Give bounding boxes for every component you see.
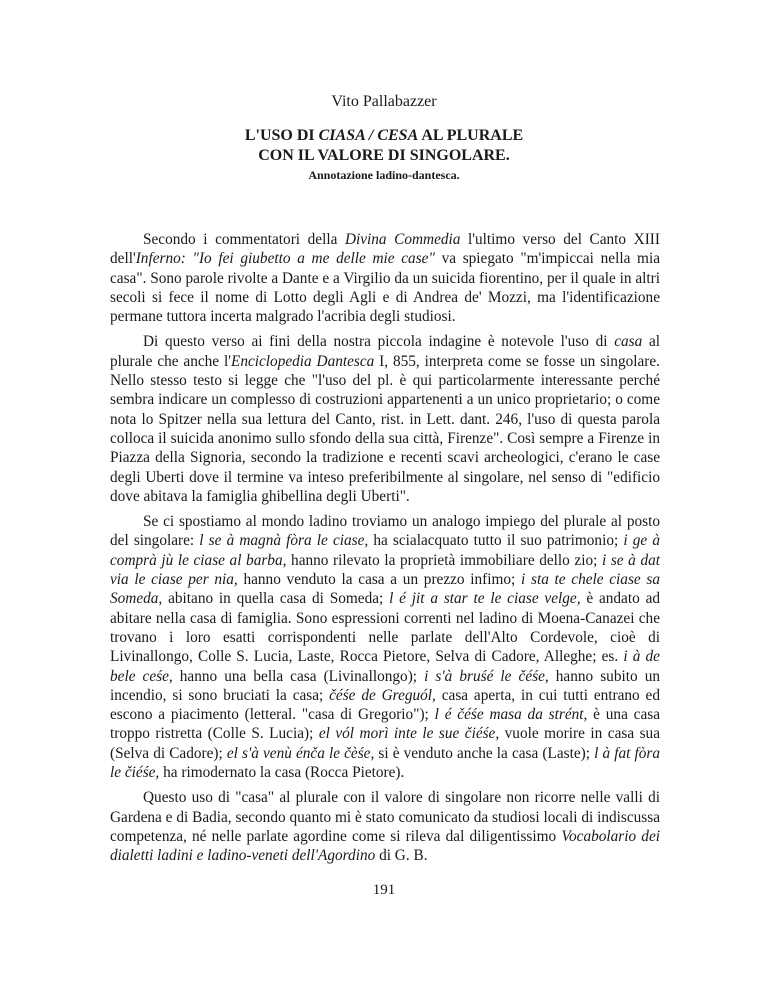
- text-run: ha scialacquato tutto il suo patrimonio;: [368, 532, 624, 550]
- paragraph-4: [110, 788, 660, 865]
- text-run: vuole morire in casa sua (Selva di Cadore);: [110, 725, 660, 762]
- italic-run: l à fat fòra le čiéśe,: [110, 744, 660, 782]
- text-run: è andato ad abitare nella casa di famiglia. Sono espressioni correnti nel ladino di Moena-Canazei che trovano i loro esatti corrispondenti nelle parlate dell'Alto Cordevole, cioè di Livinallongo, Colle S. Lucia, Laste, Rocca Pietore, Selva di Cadore, Alleghe; es.: [110, 590, 661, 666]
- text-run: si è venduto anche la casa (Laste);: [374, 744, 595, 762]
- text-run: Secondo i commentatori della: [143, 231, 345, 248]
- text-run: è una casa troppo ristretta (Colle S. Lucia);: [110, 706, 660, 743]
- title-italic: CIASA / CESA: [318, 127, 419, 144]
- text-run: abitano in quella casa di Someda;: [162, 590, 390, 608]
- text-run: l'ultimo verso del Canto XIII dell': [110, 231, 660, 268]
- italic-run: Vocabolario dei dialetti ladini e ladino-veneti dell'Agordino: [110, 827, 660, 865]
- paragraph-1: [110, 230, 660, 326]
- text-run: di G. B.: [375, 847, 428, 865]
- article-subtitle: Annotazione ladino-dantesca.: [308, 168, 460, 182]
- italic-run: i sta te chele ciase sa Someda,: [110, 571, 661, 608]
- italic-run: i ge à comprà jù le ciase al barba,: [110, 532, 660, 569]
- italic-run: l se à magnà fòra le ciase,: [199, 532, 369, 550]
- text-run: hanno subito un incendio, si sono bruciati la casa;: [110, 667, 660, 704]
- italic-run: čéśe de Greguól,: [329, 686, 436, 704]
- text-run: Se ci spostiamo al mondo ladino troviamo un analogo impiego del plurale al posto del singolare:: [110, 513, 660, 550]
- italic-run: el s'à venù énča le čèśe,: [226, 744, 375, 762]
- text-run: Di questo verso ai fini della nostra piccola indagine è notevole l'uso di: [143, 333, 615, 351]
- italic-run: casa: [614, 333, 643, 351]
- article-title: [0, 126, 768, 166]
- text-run: al plurale che anche l': [110, 333, 660, 370]
- title-line-1: [0, 126, 768, 146]
- italic-run: l é jit a star te le ciase velge,: [389, 590, 581, 608]
- italic-run: Inferno: "Io fei giubetto a me delle mie case": [135, 250, 435, 268]
- italic-run: i à de bele ceśe,: [110, 648, 660, 685]
- text-run: Questo uso di "casa" al plurale con il valore di singolare non ricorre nelle valli di Gardena e di Badia, secondo quanto mi è stato comunicato da studiosi locali di indiscussa competenza, né nelle parlate agordine come si rileva dal diligentissimo: [110, 789, 660, 845]
- text-run: hanno una bella casa (Livinallongo);: [172, 667, 425, 685]
- text-run: hanno rilevato la proprietà immobiliare dello zio;: [286, 551, 602, 569]
- paragraph-3: [110, 512, 660, 782]
- italic-run: i s'à bruśé le čéśe,: [424, 667, 549, 685]
- author-name: Vito Pallabazzer: [331, 93, 437, 110]
- title-suffix: AL PLURALE: [418, 127, 524, 144]
- text-run: hanno venduto la casa a un prezzo infimo;: [237, 571, 522, 589]
- italic-run: el vól morì inte le sue čiéśe,: [318, 725, 500, 743]
- italic-run: Divina Commedia: [344, 231, 461, 248]
- text-run: I, 855, interpreta come se fosse un singolare. Nello stesso testo si legge che "l'uso del pl. è qui particolarmente interessante perché sembra indicare un complesso di costruzioni appartenenti a un unico proprietario; o come nota lo Spitzer nella sua lettura del Canto, rist. in Lett. dant. 246, l'uso di questa parola colloca il suicida anonimo sullo sfondo della sua città, Firenze". Così sempre a Firenze in Piazza della Signoria, secondo la tradizione e recenti scavi archeologici, c'erano le case degli Uberti dove il termine va inteso preferibilmente al singolare, nel senso di "edificio dove abitava la famiglia ghibellina degli Uberti".: [110, 352, 660, 505]
- italic-run: l é čéśe masa da strént,: [434, 706, 588, 724]
- text-run: casa aperta, in cui tutti entrano ed escono a piacimento (letteral. "casa di Gregorio");: [110, 686, 660, 724]
- paragraph-2: [110, 332, 660, 506]
- text-run: va spiegato "m'impiccai nella mia casa". Sono parole rivolte a Dante e a Virgilio da un suicida fiorentino, per il quale in altri secoli si fece il nome di Lotto degli Agli e di Andrea de' Mozzi, ma l'identificazione permane tuttora incerta malgrado l'acribia degli studiosi.: [110, 250, 660, 326]
- italic-run: Enciclopedia Dantesca: [230, 352, 375, 370]
- article-body: [110, 230, 660, 872]
- italic-run: i se à dat via le ciase per nia,: [110, 551, 660, 589]
- page-number: 191: [372, 882, 396, 898]
- text-run: ha rimodernato la casa (Rocca Pietore).: [159, 764, 405, 782]
- title-line-2: CON IL VALORE DI SINGOLARE.: [258, 147, 510, 164]
- title-prefix: L'USO DI: [244, 127, 319, 144]
